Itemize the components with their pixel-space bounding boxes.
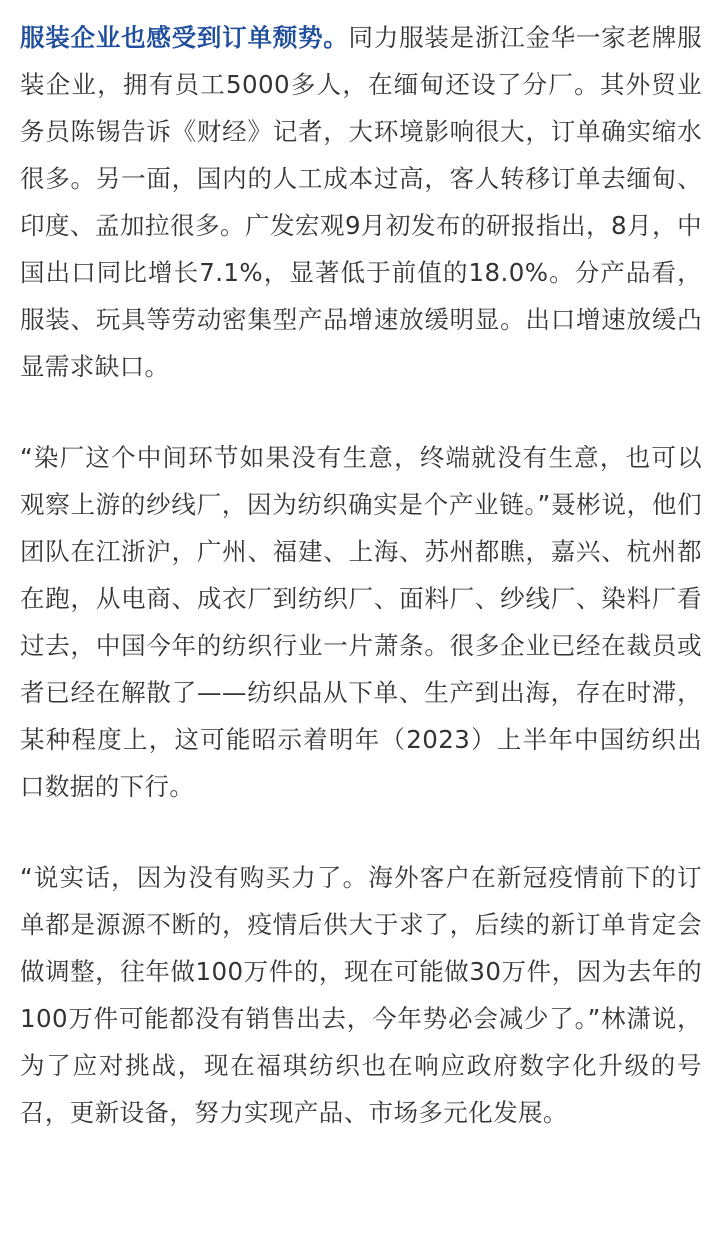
paragraph-lead-heading: 服装企业也感受到订单颓势。 <box>20 23 349 52</box>
paragraph-dye-factory-quote <box>20 434 702 810</box>
paragraph-text: “说实话，因为没有购买力了。海外客户在新冠疫情前下的订单都是源源不断的，疫情后供大于求了，后续的新订单肯定会做调整，往年做100万件的，现在可能做30万件，因为去年的100万件可能都没有销售出去，今年势必会减少了。”林潇说，为了应对挑战，现在福琪纺织也在响应政府数字化升级的号召，更新设备，努力实现产品、市场多元化发展。 <box>20 863 702 1127</box>
paragraph-purchasing-power-quote <box>20 854 702 1136</box>
paragraph-text: “染厂这个中间环节如果没有生意，终端就没有生意，也可以观察上游的纱线厂，因为纺织确实是个产业链。”聂彬说，他们团队在江浙沪，广州、福建、上海、苏州都瞧，嘉兴、杭州都在跑，从电商、成衣厂到纺织厂、面料厂、纱线厂、染料厂看过去，中国今年的纺织行业一片萧条。很多企业已经在裁员或者已经在解散了——纺织品从下单、生产到出海，存在时滞，某种程度上，这可能昭示着明年（2023）上半年中国纺织出口数据的下行。 <box>20 443 702 801</box>
paragraph-text: 同力服装是浙江金华一家老牌服装企业，拥有员工5000多人，在缅甸还设了分厂。其外贸业务员陈锡告诉《财经》记者，大环境影响很大，订单确实缩水很多。另一面，国内的人工成本过高，客人转移订单去缅甸、印度、孟加拉很多。广发宏观9月初发布的研报指出，8月，中国出口同比增长7.1%，显著低于前值的18.0%。分产品看，服装、玩具等劳动密集型产品增速放缓明显。出口增速放缓凸显需求缺口。 <box>20 23 702 381</box>
article-body <box>20 14 702 1136</box>
paragraph-orders-decline <box>20 14 702 390</box>
